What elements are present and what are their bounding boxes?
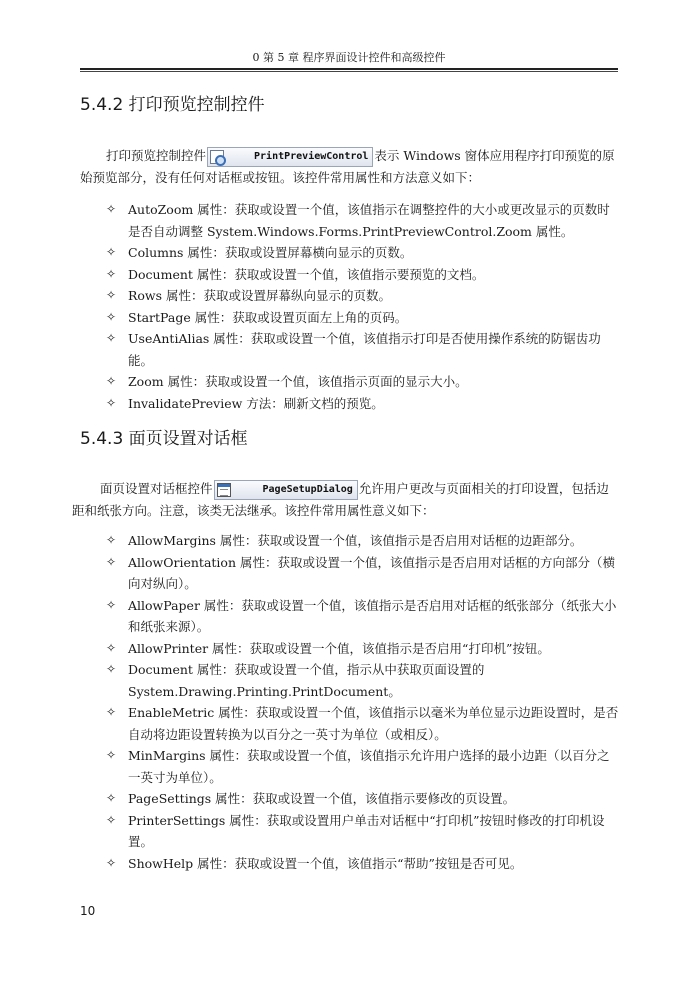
list-item [103,264,619,286]
diamond-bullet-icon: ✧ [105,533,117,547]
page-setup-member-list [103,530,619,874]
list-item-text: MinMargins 属性：获取或设置一个值，该值指示允许用户选择的最小边距（以百分之一英寸为单位）。 [128,748,610,785]
section-heading-print-preview: 5.4.2 打印预览控制控件 [80,95,265,115]
diamond-bullet-icon: ✧ [105,374,117,388]
diamond-bullet-icon: ✧ [105,554,117,569]
list-item-text: Zoom 属性：获取或设置一个值，该值指示页面的显示大小。 [128,374,468,389]
diamond-bullet-icon: ✧ [105,855,117,870]
list-item [103,853,619,875]
page-setup-dialog-chip [214,480,358,500]
list-item [103,638,619,660]
list-item [103,242,619,264]
list-item-text: InvalidatePreview 方法：刷新文档的预览。 [128,395,384,411]
diamond-bullet-icon: ✧ [105,331,117,345]
list-item [103,552,619,595]
header-rule-thin [80,71,618,72]
page-setup-intro [72,478,618,521]
list-item [103,199,619,242]
list-item [103,371,619,393]
diamond-bullet-icon: ✧ [105,309,117,324]
list-item [103,307,619,329]
control-label: PrintPreviewControl [254,151,369,162]
list-item-text: AllowOrientation 属性：获取或设置一个值，该值指示是否启用对话框的方向部分（横向对纵向）。 [128,554,615,591]
list-item-text: AutoZoom 属性：获取或设置一个值，该值指示在调整控件的大小或更改显示的页数时是否自动调整 System.Windows.Forms.PrintPreviewControl.Zoom 属性。 [128,202,610,239]
list-item-text: AllowMargins 属性：获取或设置一个值，该值指示是否启用对话框的边距部分。 [128,533,583,548]
diamond-bullet-icon: ✧ [105,245,117,259]
diamond-bullet-icon: ✧ [105,202,117,216]
list-item-text: StartPage 属性：获取或设置页面左上角的页码。 [128,309,408,325]
list-item [103,328,619,371]
list-item [103,745,619,788]
list-item [103,788,619,810]
list-item [103,810,619,853]
list-item [103,393,619,415]
diamond-bullet-icon: ✧ [105,395,117,410]
intro-text-after: 允许用户更改与页面相关的打印设置，包括边距和纸张方向。注意，该类无法继承。该控件常用属性意义如下： [72,481,609,518]
list-item-text: EnableMetric 属性：获取或设置一个值，该值指示以毫米为单位显示边距设置时，是否自动将边距设置转换为以百分之一英寸为单位（或相反）。 [128,705,619,742]
print-preview-icon [210,150,224,164]
diamond-bullet-icon: ✧ [105,791,117,805]
diamond-bullet-icon: ✧ [105,748,117,762]
diamond-bullet-icon: ✧ [105,662,117,676]
list-item [103,595,619,638]
diamond-bullet-icon: ✧ [105,640,117,655]
page-setup-icon [217,483,231,497]
list-item-text: PrinterSettings 属性：获取或设置用户单击对话框中“打印机”按钮时修改的打印机设置。 [128,812,605,849]
page-number: 10 [80,904,96,918]
intro-text-before: 打印预览控制控件 [106,148,207,163]
intro-text-before: 面页设置对话框控件 [100,481,213,496]
list-item [103,702,619,745]
diamond-bullet-icon: ✧ [105,597,117,612]
print-preview-intro [80,145,618,188]
list-item-text: AllowPrinter 属性：获取或设置一个值，该值指示是否启用“打印机”按钮。 [128,640,550,656]
chapter-header: 0 第 5 章 程序界面设计控件和高级控件 [252,51,446,64]
list-item [103,530,619,552]
intro-text-after: 表示 Windows 窗体应用程序打印预览的原始预览部分，没有任何对话框或按钮。该控件常用属性和方法意义如下： [80,148,615,185]
print-preview-control-chip [207,147,373,167]
list-item-text: PageSettings 属性：获取或设置一个值，该值指示要修改的页设置。 [128,791,516,806]
diamond-bullet-icon: ✧ [105,266,117,281]
diamond-bullet-icon: ✧ [105,812,117,827]
list-item-text: Document 属性：获取或设置一个值，指示从中获取页面设置的 System.Drawing.Printing.PrintDocument。 [128,662,485,699]
diamond-bullet-icon: ✧ [105,288,117,302]
section-heading-page-setup: 5.4.3 面页设置对话框 [80,429,248,449]
print-preview-member-list [103,199,619,414]
list-item-text: Columns 属性：获取或设置屏幕横向显示的页数。 [128,245,413,260]
diamond-bullet-icon: ✧ [105,705,117,719]
list-item-text: UseAntiAlias 属性：获取或设置一个值，该值指示打印是否使用操作系统的防锯齿功能。 [128,331,601,368]
list-item-text: Rows 属性：获取或设置屏幕纵向显示的页数。 [128,288,392,303]
control-label: PageSetupDialog [262,484,353,495]
list-item [103,659,619,702]
header-rule-thick [80,68,618,70]
list-item-text: AllowPaper 属性：获取或设置一个值，该值指示是否启用对话框的纸张部分（纸张大小和纸张来源）。 [128,597,617,634]
list-item [103,285,619,307]
list-item-text: ShowHelp 属性：获取或设置一个值，该值指示“帮助”按钮是否可见。 [128,855,523,871]
list-item-text: Document 属性：获取或设置一个值，该值指示要预览的文档。 [128,266,485,282]
